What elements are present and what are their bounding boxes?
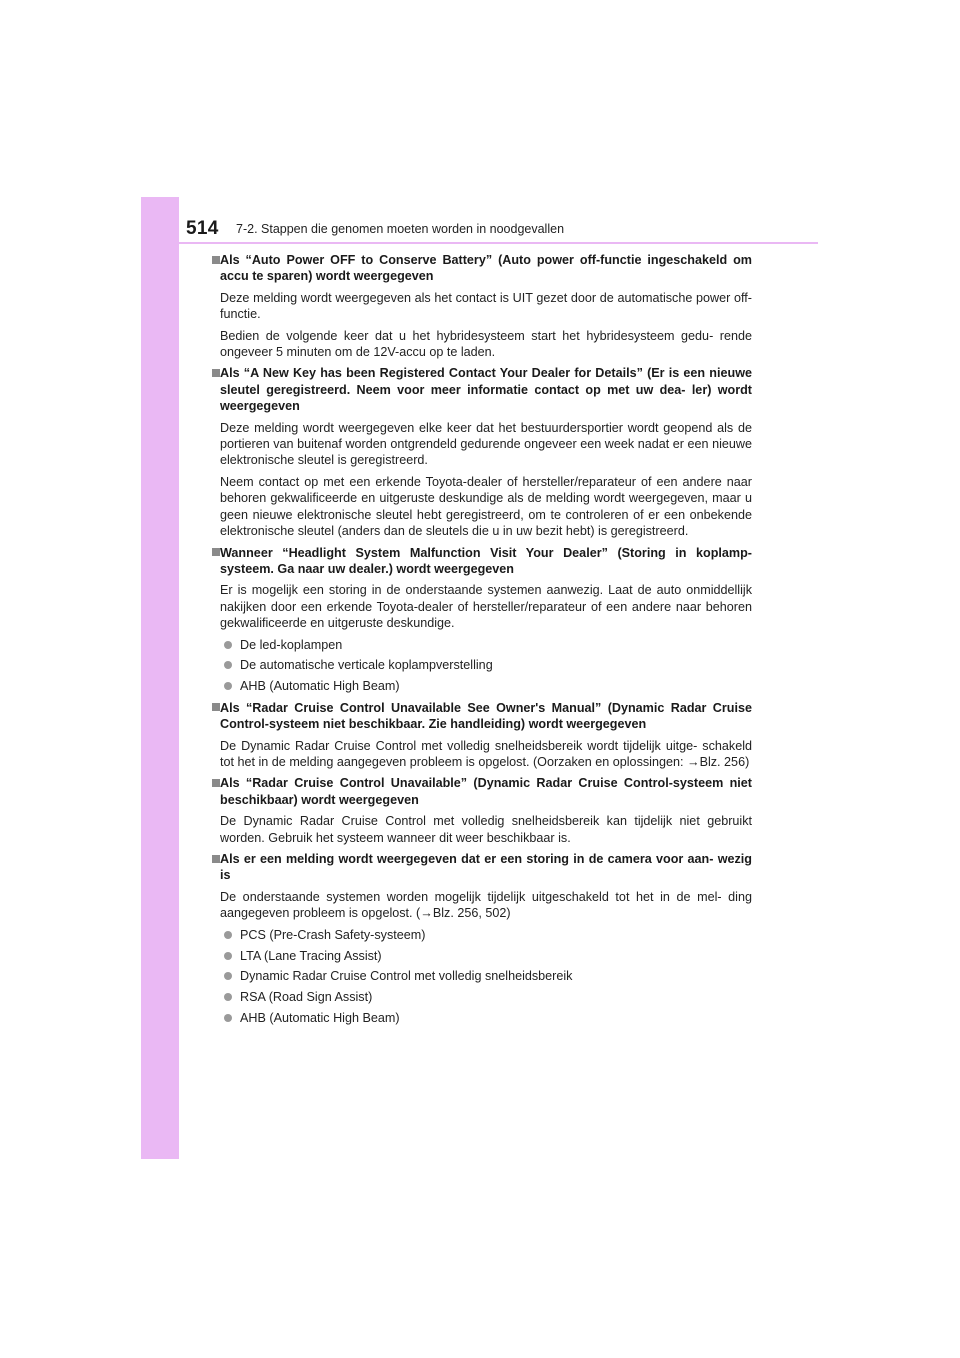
section-item: [196, 365, 752, 539]
bullet-item: [196, 927, 752, 943]
bullet-item: [196, 657, 752, 673]
section-heading: [196, 252, 752, 285]
section-heading: [196, 775, 752, 808]
bullet-text: LTA (Lane Tracing Assist): [240, 948, 382, 963]
round-bullet-icon: [224, 682, 232, 690]
bullet-text: Dynamic Radar Cruise Control met volledig snelheidsbereik: [240, 969, 573, 984]
section-item: [196, 252, 752, 360]
square-bullet-icon: [212, 369, 220, 377]
section-paragraph: Deze melding wordt weergegeven elke keer dat het bestuurdersportier wordt geopend als de portieren van buitenaf worden ontgrendeld gedurende ongeveer een week nadat er een nieuwe elektronische sleutel is geregistreerd.: [220, 420, 752, 468]
bullet-text: AHB (Automatic High Beam): [240, 1011, 400, 1026]
section-paragraph: De Dynamic Radar Cruise Control met volledig snelheidsbereik wordt tijdelijk uitge- schakeld tot het in de melding aangegeven probleem is opgelost. (Oorzaken en oplossingen: →Blz. 256): [220, 738, 752, 769]
section-paragraph: Er is mogelijk een storing in de onderstaande systemen aanwezig. Laat de auto onmiddellijk nakijken door een erkende Toyota-dealer of hersteller/reparateur of een andere naar behoren gekwalificeerde en uitgeruste deskundige.: [220, 583, 752, 631]
side-color-band: [141, 197, 179, 1159]
bullet-item: [196, 1010, 752, 1026]
bullet-text: AHB (Automatic High Beam): [240, 679, 400, 694]
header-rule: [179, 242, 818, 244]
bullet-item: [196, 968, 752, 984]
square-bullet-icon: [212, 703, 220, 711]
section-heading: [196, 365, 752, 414]
section-heading-text: Als “Radar Cruise Control Unavailable See Owner's Manual” (Dynamic Radar Cruise Control-systeem niet beschikbaar. Zie handleiding) wordt weergegeven: [220, 700, 752, 732]
round-bullet-icon: [224, 641, 232, 649]
section-paragraph: De onderstaande systemen worden mogelijk tijdelijk uitgeschakeld tot het in de mel- ding aangegeven probleem is opgelost. (→Blz. 256, 502): [220, 889, 752, 921]
round-bullet-icon: [224, 661, 232, 669]
bullet-item: [196, 948, 752, 964]
section-heading: [196, 700, 752, 733]
bullet-text: De led-koplampen: [240, 637, 343, 652]
square-bullet-icon: [212, 548, 220, 556]
section-heading: [196, 545, 752, 578]
page-content: [196, 252, 752, 1032]
section-paragraph: Neem contact op met een erkende Toyota-dealer of hersteller/reparateur of een andere naar behoren gekwalificeerde en uitgeruste deskundige als de melding wordt weergegeven, maar u geen nieuwe elektronische sleutel hebt geregistreerd, om te controleren of er een onbekende elektronische sleutel (anders dan de sleutels die u in uw bezit hebt) is geregistreerd.: [220, 474, 752, 539]
section-heading-text: Als “A New Key has been Registered Contact Your Dealer for Details” (Er is een nieuwe sleutel geregistreerd. Neem voor meer informatie contact op met uw dea- ler) wordt weergegeven: [220, 366, 752, 414]
section-heading-text: Wanneer “Headlight System Malfunction Visit Your Dealer” (Storing in koplamp- systeem. Ga naar uw dealer.) wordt weergegeven: [220, 545, 752, 576]
section-paragraph: Deze melding wordt weergegeven als het contact is UIT gezet door de automatische power off-functie.: [220, 290, 752, 322]
round-bullet-icon: [224, 931, 232, 939]
square-bullet-icon: [212, 855, 220, 863]
section-heading-text: Als “Auto Power OFF to Conserve Battery” (Auto power off-functie ingeschakeld om accu te sparen) wordt weergegeven: [220, 253, 752, 284]
bullet-item: [196, 678, 752, 694]
section-paragraph: De Dynamic Radar Cruise Control met volledig snelheidsbereik kan tijdelijk niet gebruikt worden. Gebruik het systeem wanneer dit weer beschikbaar is.: [220, 814, 752, 845]
round-bullet-icon: [224, 972, 232, 980]
section-item: [196, 851, 752, 1027]
square-bullet-icon: [212, 256, 220, 264]
bullet-text: De automatische verticale koplampverstelling: [240, 658, 493, 673]
round-bullet-icon: [224, 993, 232, 1001]
section-title: 7-2. Stappen die genomen moeten worden in noodgevallen: [236, 222, 565, 236]
page-number: 514: [186, 218, 219, 239]
section-item: [196, 775, 752, 846]
round-bullet-icon: [224, 952, 232, 960]
section-paragraph: Bedien de volgende keer dat u het hybridesysteem start het hybridesysteem gedu- rende ongeveer 5 minuten om de 12V-accu op te laden.: [220, 328, 752, 360]
bullet-item: [196, 989, 752, 1005]
bullet-item: [196, 637, 752, 653]
section-item: [196, 700, 752, 771]
section-heading: [196, 851, 752, 884]
section-item: [196, 545, 752, 695]
bullet-text: PCS (Pre-Crash Safety-systeem): [240, 927, 426, 942]
round-bullet-icon: [224, 1014, 232, 1022]
square-bullet-icon: [212, 779, 220, 787]
section-heading-text: Als er een melding wordt weergegeven dat er een storing in de camera voor aan- wezig is: [220, 852, 752, 883]
section-heading-text: Als “Radar Cruise Control Unavailable” (Dynamic Radar Cruise Control-systeem niet beschikbaar) wordt weergegeven: [220, 776, 752, 807]
bullet-text: RSA (Road Sign Assist): [240, 990, 373, 1005]
